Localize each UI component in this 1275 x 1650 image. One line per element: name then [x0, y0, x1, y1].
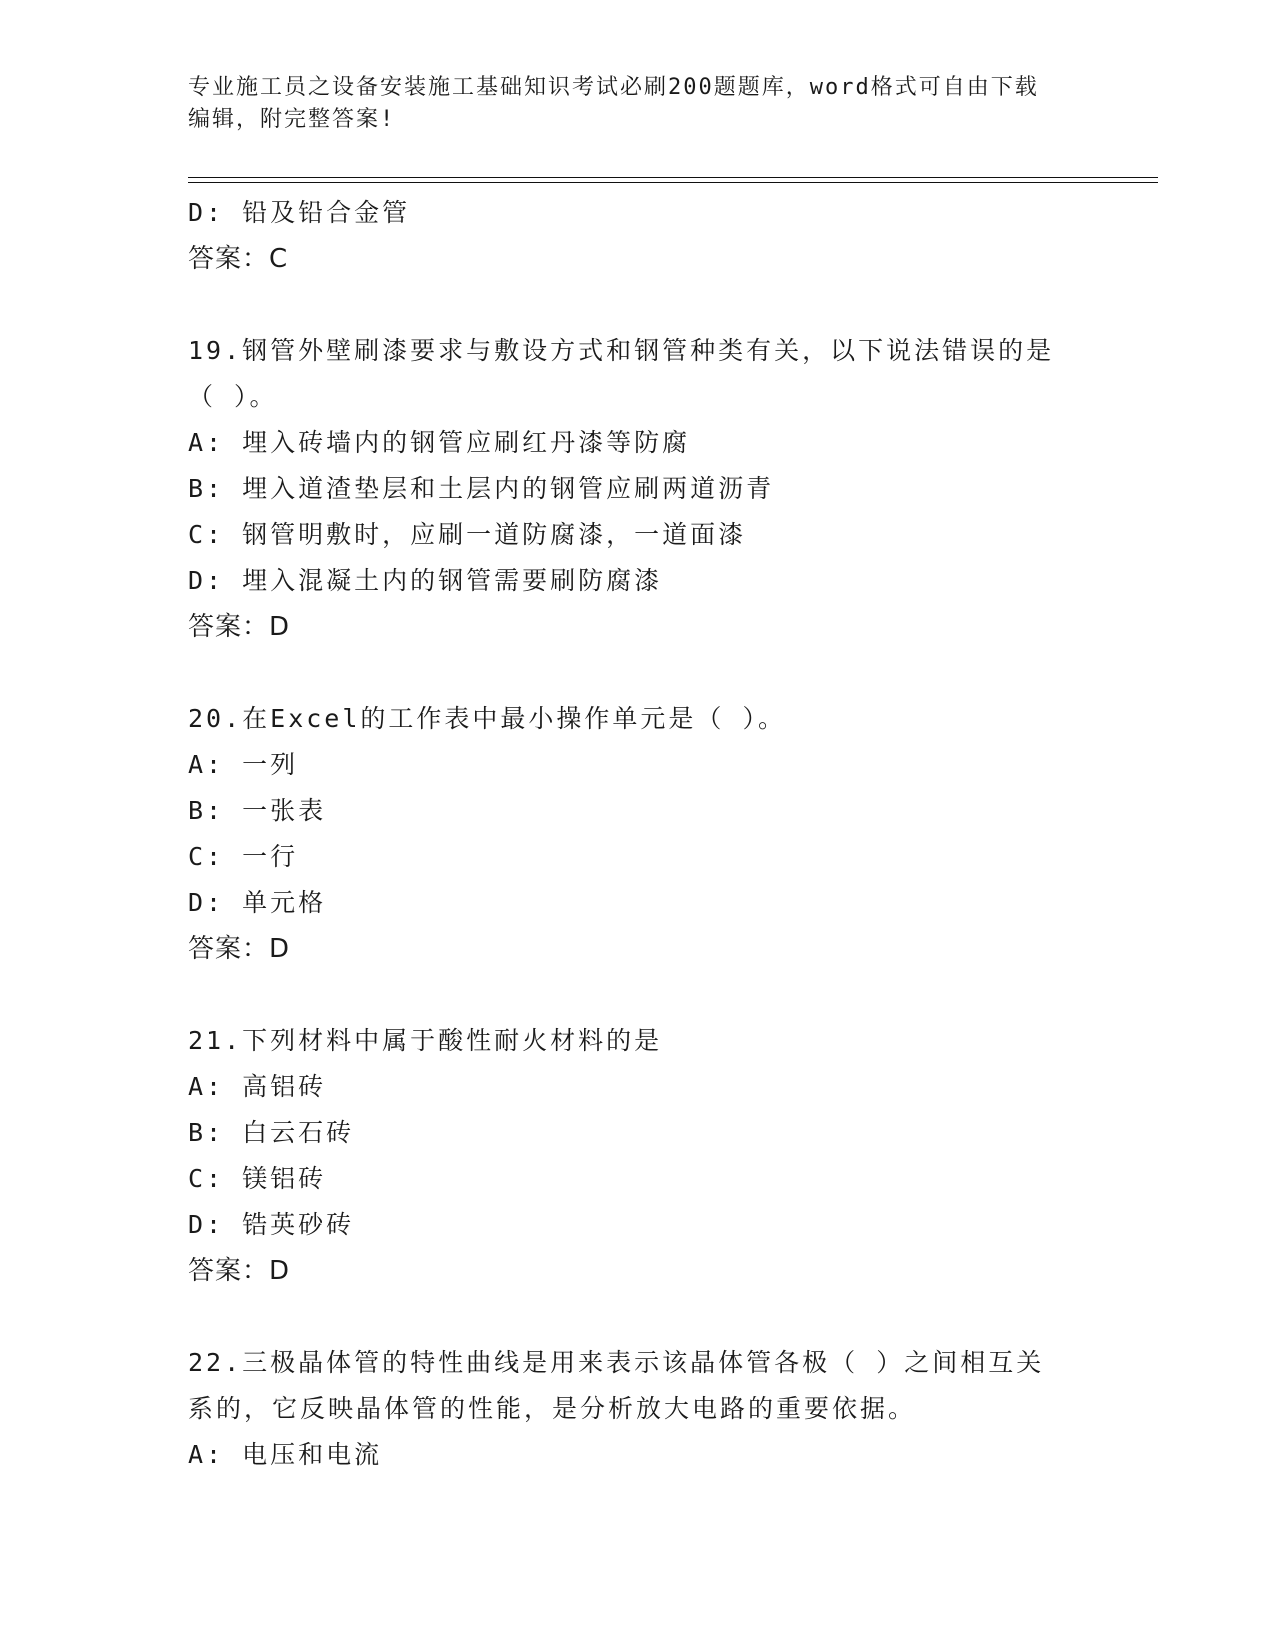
- option-a: A: 电压和电流: [188, 1440, 383, 1469]
- question-18-tail: [188, 190, 1088, 282]
- option-d: D: 埋入混凝土内的钢管需要刷防腐漆: [188, 566, 663, 595]
- question-stem-continued: 系的，它反映晶体管的性能，是分析放大电路的重要依据。: [188, 1394, 917, 1423]
- option-c: C: 钢管明敷时，应刷一道防腐漆，一道面漆: [188, 520, 747, 549]
- question-20: [188, 696, 1088, 972]
- option-c: C: 镁铝砖: [188, 1164, 327, 1193]
- question-list: [188, 190, 1088, 1478]
- question-stem: 19.钢管外壁刷漆要求与敷设方式和钢管种类有关，以下说法错误的是: [188, 336, 1055, 365]
- option-d: D: 单元格: [188, 888, 327, 917]
- answer-line: 答案：D: [188, 1256, 291, 1286]
- option-c: C: 一行: [188, 842, 299, 871]
- question-stem: 22.三极晶体管的特性曲线是用来表示该晶体管各极（ ）之间相互关: [188, 1348, 1045, 1377]
- question-21: [188, 1018, 1088, 1294]
- header-title-line-2: 编辑，附完整答案!: [188, 107, 396, 132]
- option-b: B: 埋入道渣垫层和土层内的钢管应刷两道沥青: [188, 474, 775, 503]
- header-title-line-1: 专业施工员之设备安装施工基础知识考试必刷200题题库，word格式可自由下载: [188, 75, 1039, 100]
- option-d: D: 锆英砂砖: [188, 1210, 355, 1239]
- document-header: [188, 72, 1088, 136]
- question-stem: 20.在Excel的工作表中最小操作单元是（ ）。: [188, 704, 786, 733]
- answer-line: 答案：D: [188, 612, 291, 642]
- option-b: B: 白云石砖: [188, 1118, 355, 1147]
- option-a: A: 埋入砖墙内的钢管应刷红丹漆等防腐: [188, 428, 691, 457]
- question-19: [188, 328, 1088, 650]
- option-a: A: 一列: [188, 750, 299, 779]
- answer-line: 答案：C: [188, 244, 289, 274]
- header-divider-top: [188, 177, 1158, 178]
- option-d: D: 铅及铅合金管: [188, 198, 411, 227]
- answer-line: 答案：D: [188, 934, 291, 964]
- header-divider-bottom: [188, 182, 1158, 183]
- question-stem-continued: （ ）。: [188, 382, 278, 411]
- option-a: A: 高铝砖: [188, 1072, 327, 1101]
- question-22: [188, 1340, 1088, 1478]
- question-stem: 21.下列材料中属于酸性耐火材料的是: [188, 1026, 663, 1055]
- option-b: B: 一张表: [188, 796, 327, 825]
